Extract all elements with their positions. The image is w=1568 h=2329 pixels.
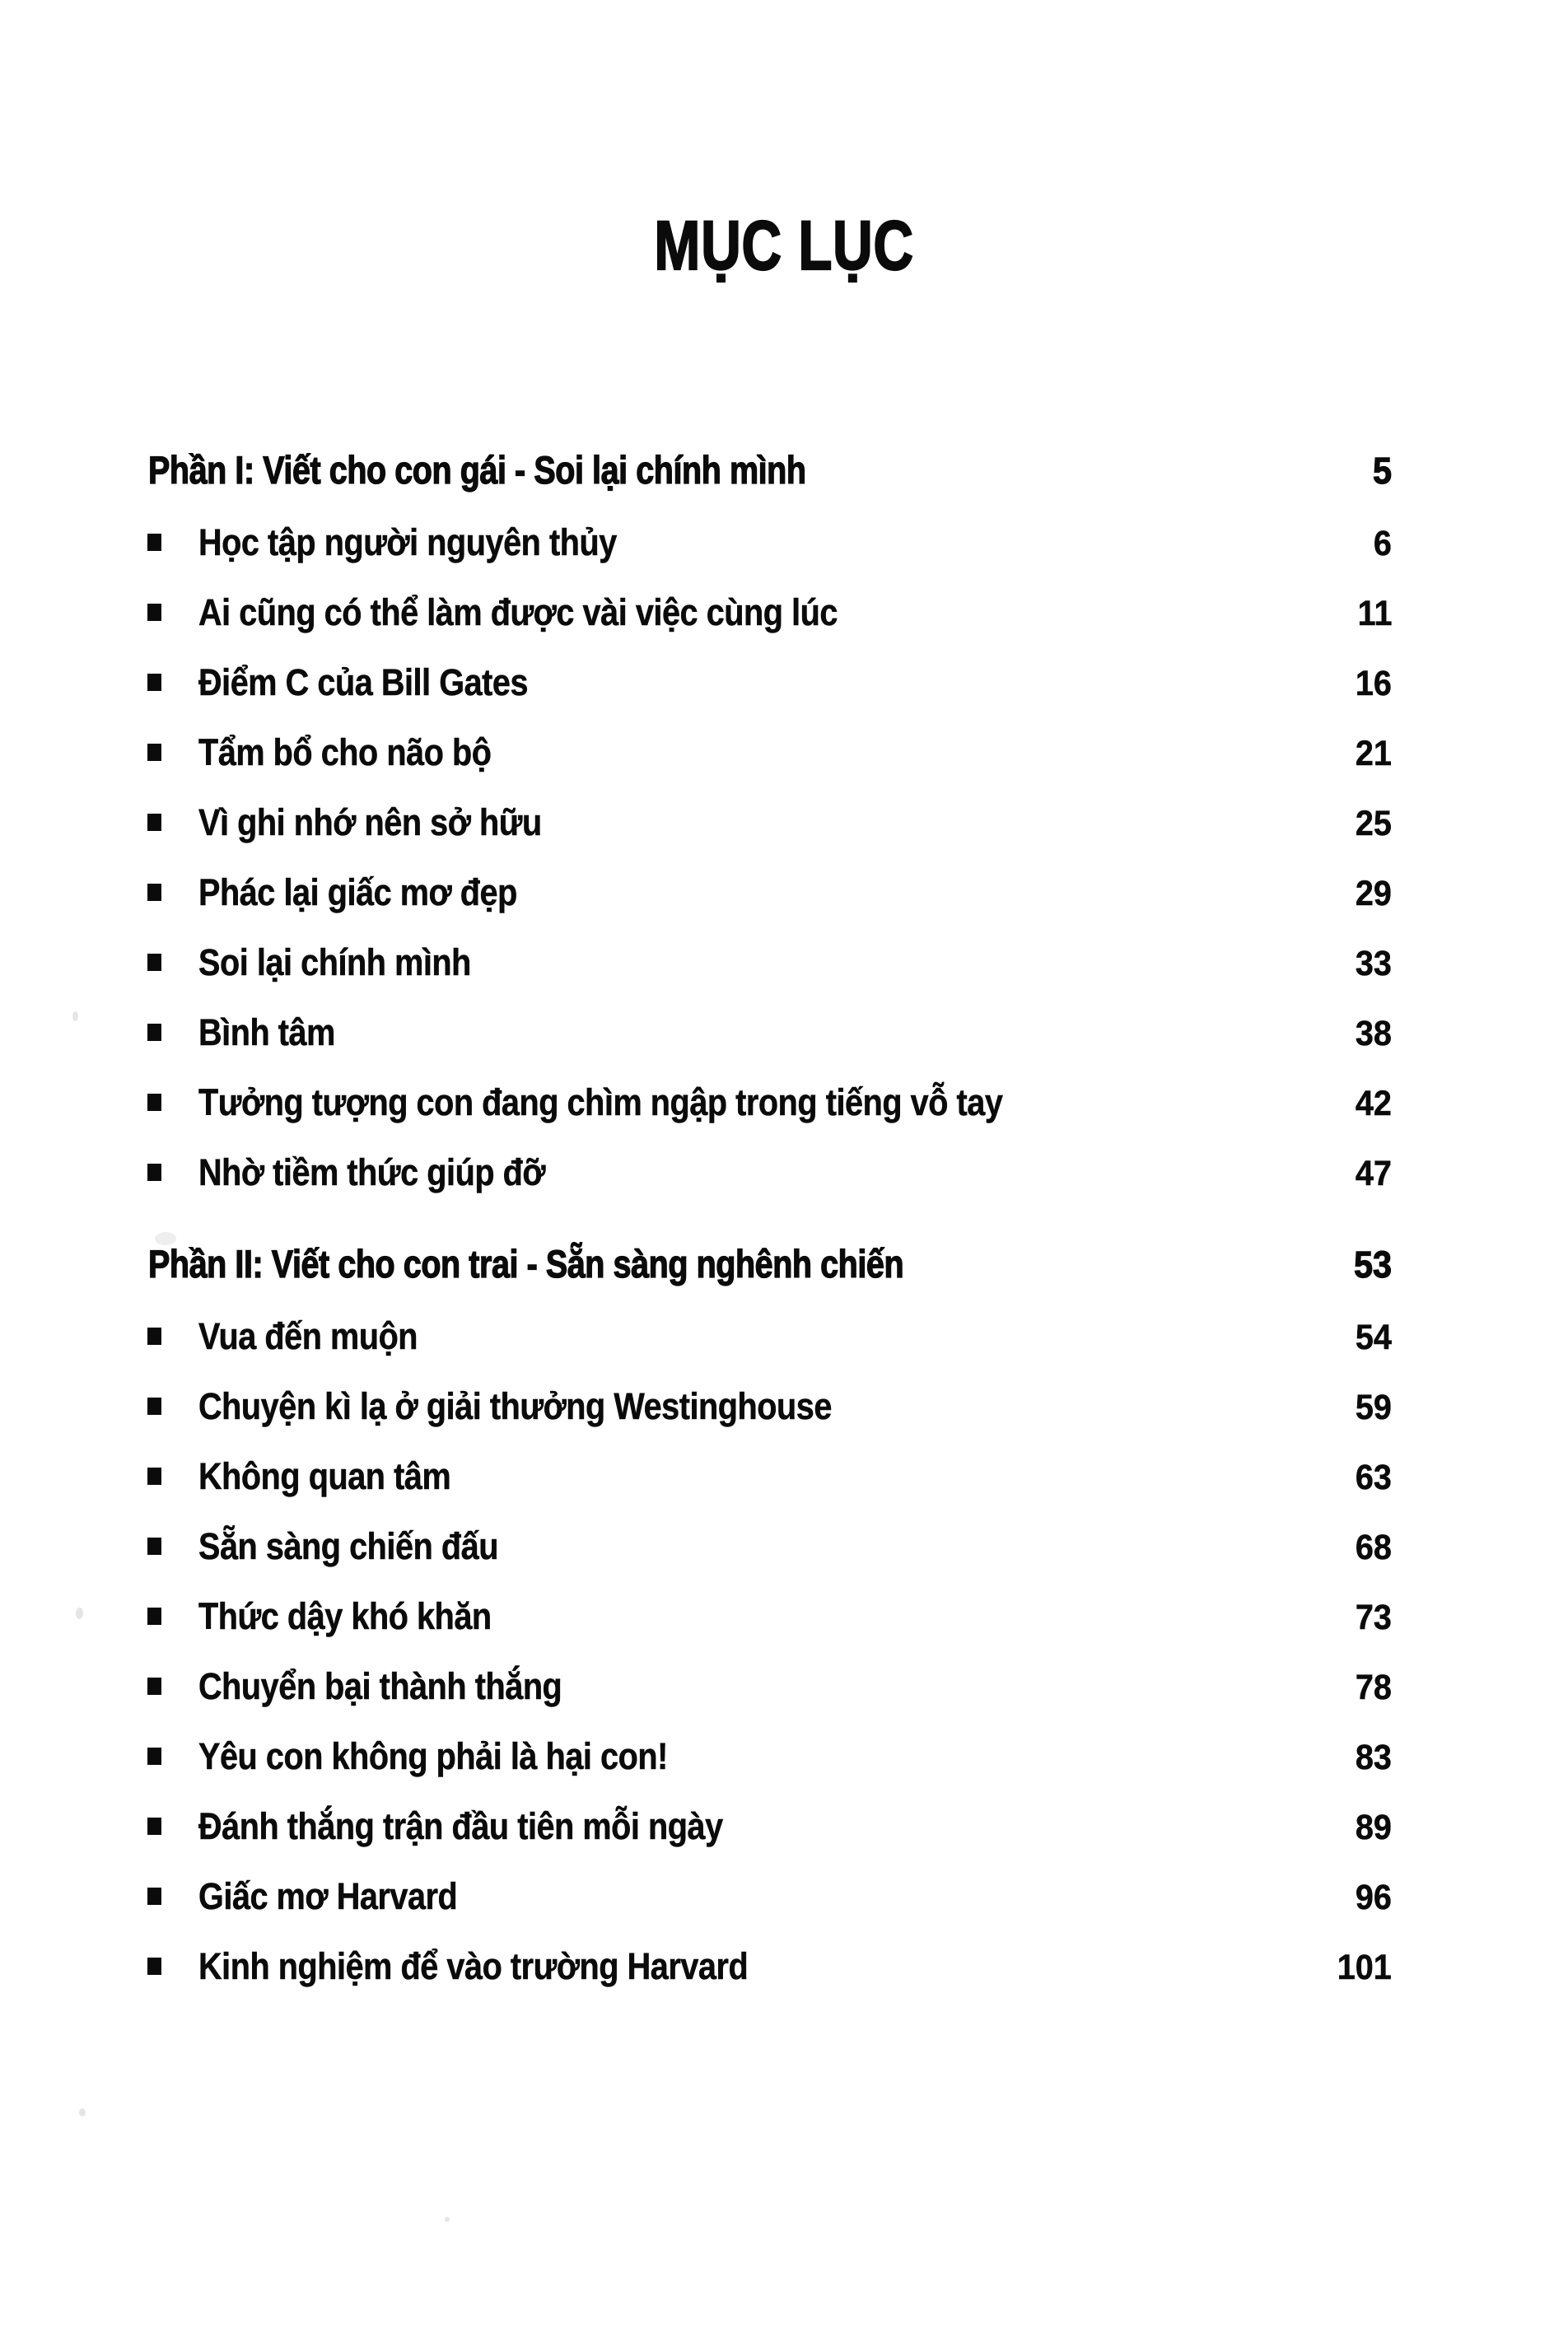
toc-item-title-text: Tưởng tượng con đang chìm ngập trong tiếng vỗ tay (198, 1080, 1003, 1123)
section-heading-text: Phần II: Viết cho con trai - Sẵn sàng nghênh chiến (148, 1241, 904, 1286)
toc-item-title-text: Đánh thắng trận đầu tiên mỗi ngày (198, 1804, 723, 1847)
toc-item-title (198, 1385, 1352, 1428)
toc-item-page-number-text: 16 (1355, 663, 1392, 703)
toc-list (142, 432, 1392, 2001)
bullet-square-icon (147, 954, 161, 971)
toc-item-title (198, 1595, 1352, 1638)
scan-artifact (79, 2108, 86, 2117)
toc-item-row (142, 577, 1392, 647)
section-heading-text: Phần I: Viết cho con gái - Soi lại chính mình (148, 447, 806, 492)
bullet-square-icon (147, 1398, 161, 1415)
bullet-square-icon (147, 1678, 161, 1695)
toc-item-page-number-text: 83 (1355, 1737, 1392, 1777)
toc-item-page-number (1352, 1805, 1392, 1848)
toc-item-page-number-text: 73 (1355, 1597, 1392, 1637)
toc-item-row (142, 1861, 1392, 1931)
toc-item-row (142, 1137, 1392, 1207)
toc-item-title (198, 1151, 1352, 1194)
toc-item-title (198, 871, 1352, 914)
toc-item-page-number (1352, 731, 1392, 774)
bullet-square-icon (147, 884, 161, 901)
toc-item-title-text: Chuyển bại thành thắng (198, 1664, 562, 1707)
toc-item-row (142, 1441, 1392, 1511)
page-title-text: MỤC LỤC (654, 207, 914, 284)
toc-item-page-number (1352, 1151, 1392, 1194)
toc-item-page-number (1352, 1595, 1392, 1638)
toc-item-title (198, 1525, 1352, 1568)
toc-item-title-text: Tẩm bổ cho não bộ (198, 730, 492, 773)
toc-item-title (198, 1945, 1332, 1988)
bullet-square-icon (147, 604, 161, 621)
toc-item-page-number-text: 59 (1355, 1387, 1392, 1427)
toc-section-heading-1 (142, 432, 1392, 507)
toc-item-page-number-text: 54 (1355, 1317, 1392, 1357)
bullet-square-icon (147, 1748, 161, 1765)
toc-item-title (198, 1735, 1352, 1778)
toc-item-page-number-text: 29 (1355, 873, 1392, 913)
toc-item-title-text: Giấc mơ Harvard (198, 1874, 458, 1917)
toc-item-row (142, 1301, 1392, 1371)
bullet-square-icon (147, 1328, 161, 1345)
toc-item-page-number (1372, 521, 1392, 564)
bullet-square-icon (147, 744, 161, 761)
bullet-square-icon (147, 1164, 161, 1181)
section-heading-label (142, 447, 1371, 492)
toc-item-title (198, 1315, 1352, 1358)
toc-item-title-text: Yêu con không phải là hại con! (198, 1734, 668, 1777)
toc-item-title (198, 1011, 1352, 1054)
section-page-number-text: 53 (1353, 1243, 1392, 1286)
toc-item-title (198, 1875, 1352, 1918)
toc-item-row (142, 1371, 1392, 1441)
bullet-square-icon (147, 1468, 161, 1485)
toc-item-title-text: Điểm C của Bill Gates (198, 660, 529, 703)
toc-item-page-number-text: 42 (1355, 1083, 1392, 1123)
toc-item-title (198, 1665, 1352, 1708)
toc-item-title-text: Không quan tâm (198, 1454, 451, 1497)
toc-item-row (142, 1721, 1392, 1791)
toc-item-title-text: Bình tâm (198, 1010, 335, 1053)
bullet-square-icon (147, 1094, 161, 1111)
toc-item-title (198, 941, 1352, 984)
bullet-square-icon (147, 814, 161, 831)
scan-artifact (155, 1232, 176, 1245)
toc-item-page-number-text: 21 (1355, 733, 1392, 773)
toc-item-page-number (1352, 1081, 1392, 1124)
bullet-square-icon (147, 1958, 161, 1975)
toc-item-page-number-text: 96 (1355, 1877, 1392, 1917)
section-page-number (1371, 447, 1392, 492)
toc-item-title-text: Nhờ tiềm thức giúp đỡ (198, 1150, 546, 1193)
toc-item-page-number-text: 68 (1355, 1527, 1392, 1567)
scan-artifact (76, 1608, 83, 1619)
toc-section-heading-2 (142, 1225, 1392, 1301)
page-title (0, 0, 1568, 282)
section-heading-label (142, 1241, 1351, 1286)
toc-item-title-text: Ai cũng có thể làm được vài việc cùng lúc (198, 590, 838, 633)
toc-item-title-text: Phác lại giấc mơ đẹp (198, 870, 517, 913)
scan-artifact (445, 2217, 450, 2222)
bullet-square-icon (147, 1608, 161, 1625)
toc-item-page-number-text: 101 (1337, 1947, 1392, 1987)
toc-item-page-number (1355, 591, 1392, 634)
scan-artifact (72, 1011, 78, 1021)
toc-item-row (142, 647, 1392, 717)
toc-item-title (198, 731, 1352, 774)
bullet-square-icon (147, 1888, 161, 1905)
toc-item-page-number-text: 38 (1355, 1013, 1392, 1053)
toc-item-page-number (1352, 801, 1392, 844)
bullet-square-icon (147, 674, 161, 691)
toc-item-title (198, 1081, 1352, 1124)
toc-item-page-number (1352, 1525, 1392, 1568)
bullet-square-icon (147, 1024, 161, 1041)
bullet-square-icon (147, 1818, 161, 1835)
toc-item-page-number (1352, 1875, 1392, 1918)
toc-item-row (142, 1791, 1392, 1861)
toc-item-row (142, 717, 1392, 787)
toc-item-page-number (1332, 1945, 1392, 1988)
toc-item-page-number (1352, 941, 1392, 984)
toc-item-page-number-text: 63 (1355, 1457, 1392, 1497)
toc-item-row (142, 1067, 1392, 1137)
toc-item-title-text: Soi lại chính mình (198, 940, 471, 983)
bullet-square-icon (147, 1538, 161, 1555)
toc-item-page-number (1352, 1315, 1392, 1358)
toc-item-page-number-text: 25 (1355, 803, 1392, 843)
toc-item-row (142, 1651, 1392, 1721)
toc-item-title-text: Sẵn sàng chiến đấu (198, 1524, 498, 1567)
toc-item-title-text: Vì ghi nhớ nên sở hữu (198, 800, 542, 843)
toc-item-title-text: Thức dậy khó khăn (198, 1594, 492, 1637)
toc-item-title (198, 591, 1355, 634)
toc-item-title-text: Kinh nghiệm để vào trường Harvard (198, 1944, 749, 1987)
toc-item-page-number-text: 47 (1355, 1153, 1392, 1193)
toc-item-page-number (1352, 1385, 1392, 1428)
toc-item-title-text: Học tập người nguyên thủy (198, 520, 617, 563)
toc-item-page-number-text: 33 (1355, 943, 1392, 983)
toc-item-page-number (1352, 871, 1392, 914)
toc-item-row (142, 787, 1392, 857)
toc-item-page-number-text: 11 (1357, 593, 1392, 633)
toc-item-title (198, 521, 1372, 564)
section-page-number-text: 5 (1372, 449, 1392, 492)
toc-item-row (142, 927, 1392, 997)
toc-item-page-number-text: 89 (1355, 1807, 1392, 1847)
toc-item-title (198, 801, 1352, 844)
section-page-number (1351, 1241, 1392, 1286)
toc-item-page-number (1352, 1455, 1392, 1498)
toc-item-row (142, 507, 1392, 577)
toc-item-title (198, 1805, 1352, 1848)
toc-item-title (198, 661, 1352, 704)
toc-item-page-number-text: 78 (1355, 1667, 1392, 1707)
toc-item-page-number (1352, 1665, 1392, 1708)
toc-item-title-text: Vua đến muộn (198, 1314, 418, 1357)
bullet-square-icon (147, 534, 161, 551)
toc-item-page-number-text: 6 (1373, 523, 1392, 563)
toc-item-row (142, 997, 1392, 1067)
toc-item-row (142, 1931, 1392, 2001)
toc-item-page-number (1352, 661, 1392, 704)
toc-item-title (198, 1455, 1352, 1498)
toc-item-page-number (1352, 1735, 1392, 1778)
toc-item-row (142, 1511, 1392, 1581)
toc-item-row (142, 857, 1392, 927)
toc-item-title-text: Chuyện kì lạ ở giải thưởng Westinghouse (198, 1384, 832, 1427)
toc-item-row (142, 1581, 1392, 1651)
toc-item-page-number (1352, 1011, 1392, 1054)
